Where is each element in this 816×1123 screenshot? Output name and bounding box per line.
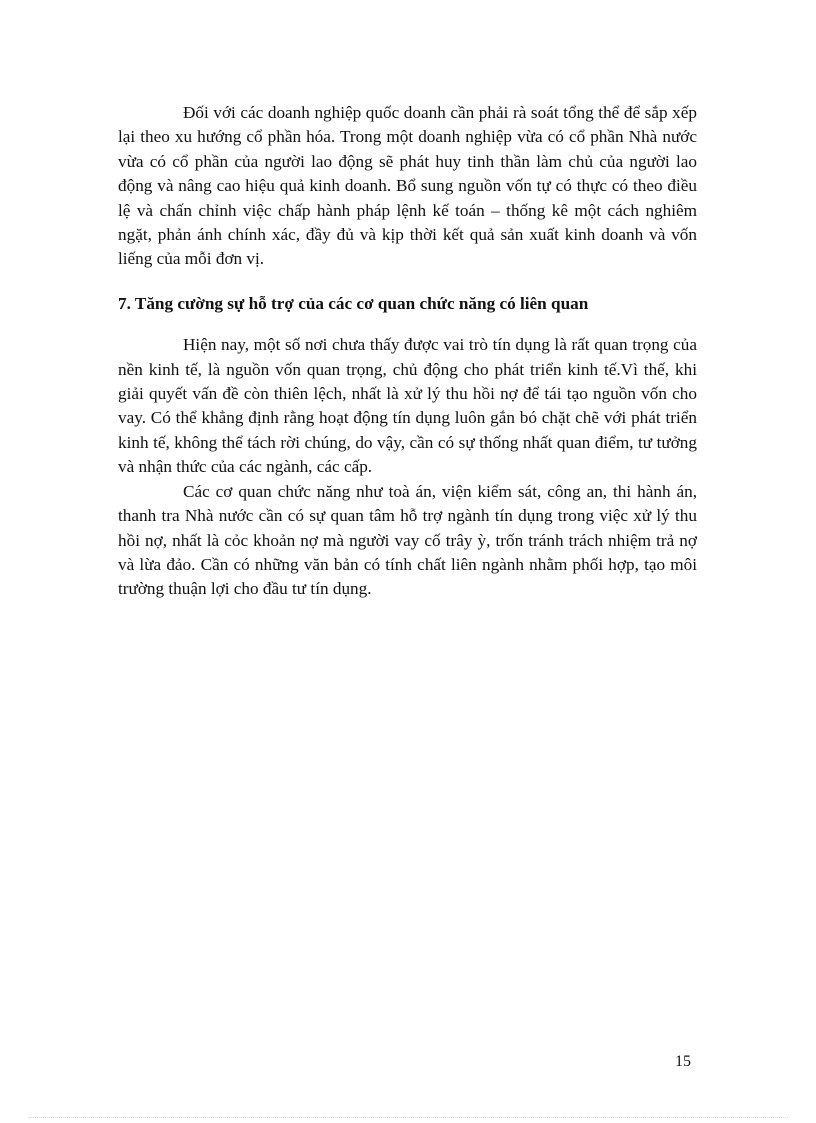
intro-paragraph: Đối với các doanh nghiệp quốc doanh cần phải rà soát tổng thể để sắp xếp lại theo xu hướng cổ phần hóa. Trong một doanh nghiệp vừa có cổ phần Nhà nước vừa có cổ phần của người lao động sẽ phát huy tinh thần làm chủ của người lao động và nâng cao hiệu quả kinh doanh. Bổ sung nguồn vốn tự có thực có theo điều lệ và chấn chỉnh việc chấp hành pháp lệnh kế toán – thống kê một cách nghiêm ngặt, phản ánh chính xác, đầy đủ và kịp thời kết quả sản xuất kinh doanh và vốn liếng của mỗi đơn vị. (118, 103, 697, 269)
section-body (118, 333, 697, 601)
page-body (118, 101, 697, 602)
section-paragraph-2: Các cơ quan chức năng như toà án, viện kiểm sát, công an, thi hành án, thanh tra Nhà nước cần có sự quan tâm hỗ trợ ngành tín dụng trong việc xử lý thu hồi nợ, nhất là cỏc khoản nợ mà người vay cố trây ỳ, trốn tránh trách nhiệm trả nợ và lừa đảo. Cần có những văn bản có tính chất liên ngành nhằm phối hợp, tạo môi trường thuận lợi cho đầu tư tín dụng. (118, 481, 697, 599)
page-bottom-divider (28, 1117, 788, 1118)
section-paragraph-1: Hiện nay, một số nơi chưa thấy được vai trò tín dụng là rất quan trọng của nền kinh tế, là nguồn vốn quan trọng, chủ động cho phát triển kinh tế.Vì thế, khi giải quyết vấn đề còn thiên lệch, nhất là xử lý thu hồi nợ để tái tạo nguồn vốn cho vay. Có thể khẳng định rằng hoạt động tín dụng luôn gắn bó chặt chẽ với phát triển kinh tế, không thể tách rời chúng, do vậy, cần có sự thống nhất quan điểm, tư tưởng và nhận thức của các ngành, các cấp. (118, 335, 697, 477)
page-number: 15 (675, 1053, 691, 1070)
section-heading: 7. Tăng cường sự hỗ trợ của các cơ quan chức năng có liên quan (118, 293, 589, 313)
